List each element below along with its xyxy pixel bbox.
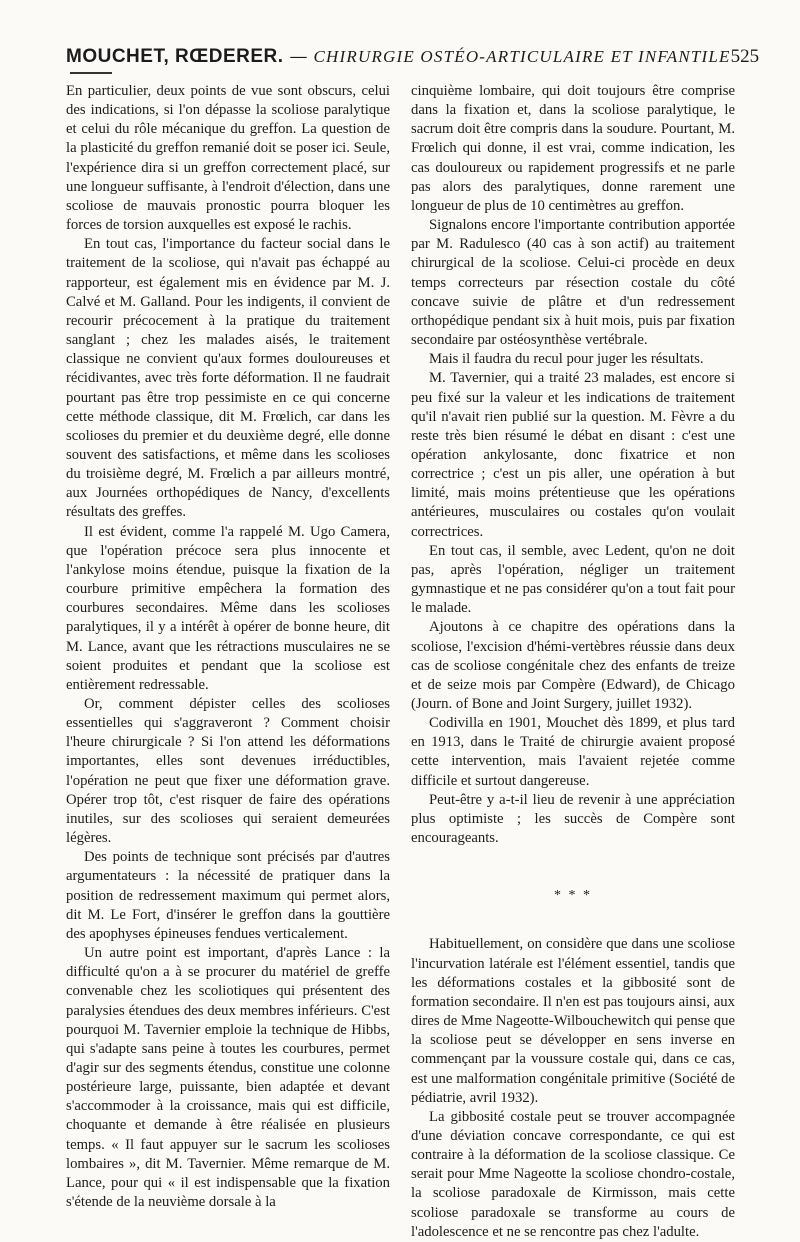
paragraph: Signalons encore l'importante contribution apportée par M. Radulesco (40 cas à son actif) au traitement chirurgical de la scoliose. Celui-ci procède en deux temps correcteurs par résection costale du côté concave suivie de plâtre et d'un redressement orthopédique pendant six à huit mois, puis par fixation secondaire par ostéosynthèse vertébrale. bbox=[411, 217, 735, 349]
section-separator: * * * bbox=[554, 888, 592, 904]
paragraph: Peut-être y a-t-il lieu de revenir à une appréciation plus optimiste ; les succès de Compère sont encourageants. bbox=[411, 791, 735, 847]
header-rule bbox=[70, 72, 112, 74]
paragraph: cinquième lombaire, qui doit toujours être comprise dans la fixation et, dans la scoliose paralytique, le sacrum doit être compris dans la soudure. Pourtant, M. Frœlich qui donne, il est vrai, comme indication, les cas douloureux ou rapidement progressifs et ne parle pas alors des paralytiques, donne rarement une longueur de plus de 10 centimètres au greffon. bbox=[411, 83, 735, 214]
paragraph: La gibbosité costale peut se trouver accompagnée d'une déviation concave correspondante, ce qui est contraire à la déformation de la scoliose classique. Ce serait pour Mme Nageotte la scoliose chondro-costale, la scoliose paradoxale de Kirmisson, mais cette scoliose paradoxale se transforme au cours de l'adolescence et ne se rencontre pas chez l'adulte. bbox=[411, 1108, 735, 1240]
page-number: 525 bbox=[730, 46, 760, 67]
running-header bbox=[66, 46, 760, 72]
paragraph: Habituellement, on considère que dans une scoliose l'incurvation latérale est l'élément essentiel, tandis que les déformations costales et la gibbosité sont de formation secondaire. Il n'en est pas toujours ainsi, aux dires de Mme Nageotte-Wilbouchewitch qui pense que la scoliose peut se développer en sens inverse en commençant par la voussure costale qui, dans ce cas, est une malformation congénitale primitive (Société de pédiatrie, avril 1932). bbox=[411, 936, 735, 1106]
header-title: CHIRURGIE OSTÉO-ARTICULAIRE ET INFANTILE bbox=[313, 47, 731, 66]
paragraph: Mais il faudra du recul pour juger les résultats. bbox=[429, 351, 704, 368]
paragraph: Or, comment dépister celles des scolioses essentielles qui s'aggraveront ? Comment choisir l'heure chirurgicale ? Si l'on attend les déformations importantes, elles sont devenues irréductibles, l'opération ne peut que fixer une déformation grave. Opérer trop tôt, c'est risquer de faire des opérations inutiles, sur des scolioses qui seraient demeurées légères. bbox=[66, 696, 390, 847]
paragraph: En particulier, deux points de vue sont obscurs, celui des indications, si l'on dépasse la scoliose paralytique et celui du rôle mécanique du greffon. La question de la plasticité du greffon remanié doit se poser ici. Seule, l'expérience dira si un greffon correctement placé, sur une longueur suffisante, à l'endroit d'élection, dans une scoliose de mauvais pronostic pourra bloquer les forces de torsion auxquelles est exposé le rachis. bbox=[66, 83, 390, 234]
paragraph: Codivilla en 1901, Mouchet dès 1899, et plus tard en 1913, dans le Traité de chirurgie avaient proposé cette intervention, mais l'avaient rejetée comme difficile et surtout dangereuse. bbox=[411, 715, 735, 789]
right-column bbox=[411, 82, 735, 1242]
paragraph: Des points de technique sont précisés par d'autres argumentateurs : la nécessité de pratiquer dans la position de redressement maximum qui permet alors, dit M. Le Fort, d'insérer le greffon dans la gouttière des apophyses épineuses fendues verticalement. bbox=[66, 849, 390, 942]
paragraph: En tout cas, il semble, avec Ledent, qu'on ne doit pas, après l'opération, négliger un traitement gymnastique et ne pas considérer qu'on a tout fait pour le malade. bbox=[411, 542, 735, 617]
header-authors: MOUCHET, RŒDERER. bbox=[66, 46, 284, 67]
header-separator: — bbox=[289, 46, 308, 67]
paragraph: Il est évident, comme l'a rappelé M. Ugo Camera, que l'opération précoce sera plus innocente et l'ankylose moins étendue, puisque la fixation de la courbure primitive empêchera la formation des courbures secondaires. Même dans les scolioses paralytiques, il y a intérêt à opérer de bonne heure, dit M. Lance, avant que les rétractions musculaires ne se soient produites et pendant que la scoliose est entièrement redressable. bbox=[66, 523, 390, 693]
paragraph: Ajoutons à ce chapitre des opérations dans la scoliose, l'excision d'hémi-vertèbres réussie dans deux cas de scoliose congénitale chez des enfants de treize et de seize mois par Compère (Edward), de Chicago (Journ. of Bone and Joint Surgery, juillet 1932). bbox=[411, 619, 735, 712]
left-column bbox=[66, 82, 390, 1212]
paragraph: En tout cas, l'importance du facteur social dans le traitement de la scoliose, qui n'avait pas échappé au rapporteur, est également mis en évidence par M. J. Calvé et M. Galland. Pour les indigents, il convient de recourir précocement à la pratique du traitement sanglant ; chez les malades aisés, le traitement classique ne convient qu'aux formes douloureuses et récidivantes, avec très forte déformation. Il ne faudrait pourtant pas être trop pessimiste en ce qui concerne cette méthode classique, dit M. Frœlich, car dans les scolioses du premier et du deuxième degré, elle donne souvent des satisfactions, et même dans les scolioses du troisième degré, M. Frœlich a par ailleurs montré, aux Journées orthopédiques de Nancy, d'excellents résultats des greffes. bbox=[66, 236, 390, 521]
paragraph: M. Tavernier, qui a traité 23 malades, est encore si peu fixé sur la valeur et les indications de traitement qu'il n'avait rien publié sur la question. M. Fèvre a du reste très bien résumé le débat en disant : c'est une opération ankylosante, donc fixatrice et non correctrice ; c'est un pis aller, une opération à but limité, mais moins prétentieuse que les opérations antérieures, musculaires ou costales qu'on voulait correctrices. bbox=[411, 370, 735, 540]
paragraph: Un autre point est important, d'après Lance : la difficulté qu'on a à se procurer du matériel de greffe convenable chez les scoliotiques qui présentent des paralysies étendues des deux membres inférieurs. C'est pourquoi M. Tavernier emploie la technique de Hibbs, qui s'adapte sans peine à toutes les courbures, permet d'agir sur des segments étendus, constitue une colonne postérieure large, puissante, bien adaptée et devant s'accommoder à la croissance, mais qui est difficile, choquante et demande à être réalisée en plusieurs temps. « Il faut appuyer sur le sacrum les scolioses lombaires », dit M. Tavernier. Même remarque de M. Lance, pour qui « il est indispensable que la fixation s'étende de la neuvième dorsale à la bbox=[66, 945, 390, 1211]
